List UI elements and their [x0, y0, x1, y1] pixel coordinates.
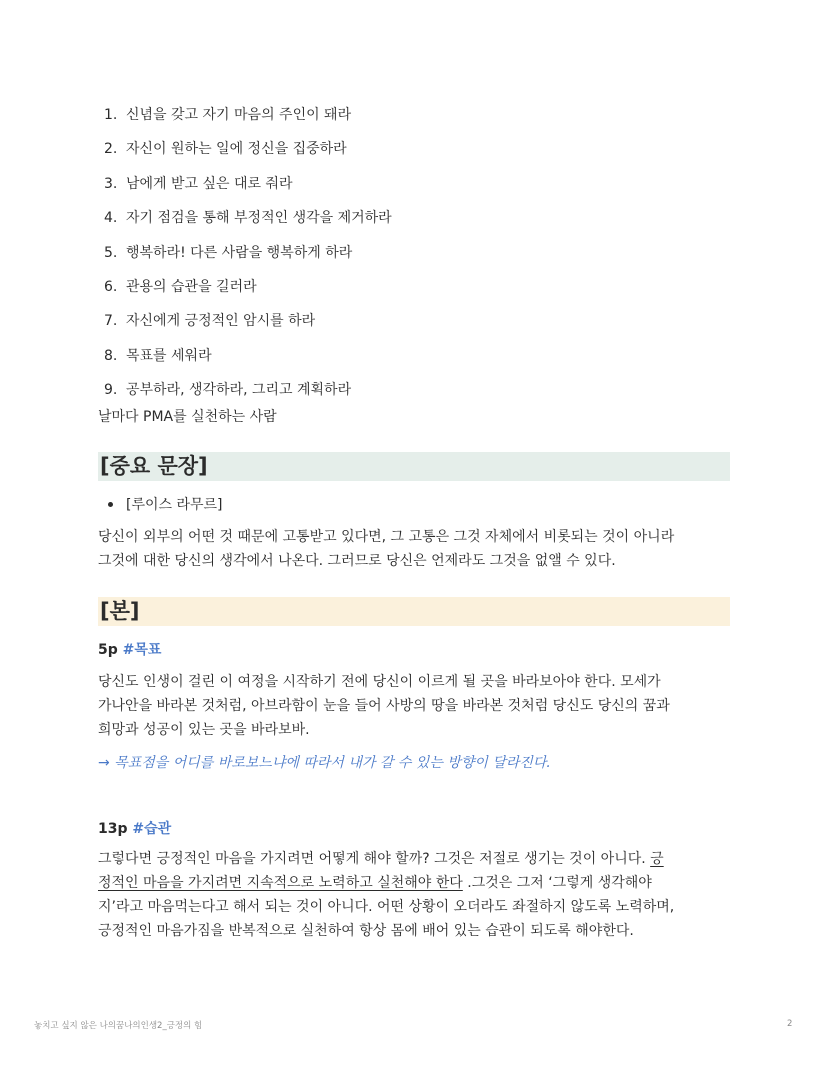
page-reference-5p: [98, 639, 161, 659]
quote-paragraph: [98, 525, 732, 573]
footer-title: 놓치고 싶지 않은 나의꿈나의인생2_긍정의 힘: [34, 1021, 203, 1031]
list-item: [104, 270, 724, 304]
list-number: 9.: [104, 382, 118, 399]
bullet-text: [루이스 라무르]: [126, 497, 223, 513]
page-reference-13p: [98, 818, 171, 838]
list-item: [104, 98, 724, 132]
list-number: 5.: [104, 244, 118, 261]
section1-note: → 목표점을 어디를 바로보느냐에 따라서 내가 갈 수 있는 방향이 달라진다.: [98, 755, 551, 771]
list-number: 3.: [104, 175, 118, 192]
paragraph-line: 희망과 성공이 있는 곳을 바라보바.: [98, 722, 310, 738]
list-text: 자기 점검을 통해 부정적인 생각을 제거하라: [126, 210, 392, 227]
list-text: 목표를 세워라: [126, 347, 212, 364]
list-item: [104, 236, 724, 270]
section2-paragraph: [98, 847, 732, 943]
underlined-text: 긍: [650, 851, 664, 867]
list-text: 신념을 갖고 자기 마음의 주인이 돼라: [126, 107, 352, 123]
footer-page-number: 2: [787, 1019, 793, 1029]
list-number: 1.: [104, 107, 118, 123]
bullet-dot-icon: [108, 502, 113, 507]
hashtag[interactable]: #목표: [122, 642, 162, 658]
list-text: 자신에게 긍정적인 암시를 하라: [126, 313, 316, 330]
list-text: 행복하라! 다른 사람을 행복하게 하라: [126, 244, 353, 261]
list-text: 관용의 습관을 길러라: [126, 278, 257, 295]
list-number: 2.: [104, 141, 118, 158]
list-item: [104, 373, 724, 407]
list-item: [104, 167, 724, 201]
paragraph-line: 가나안을 바라본 것처럼, 아브라함이 눈을 들어 사방의 땅을 바라본 것처럼 당신도 당신의 꿈과: [98, 698, 670, 714]
list-number: 7.: [104, 313, 118, 330]
paragraph-line: 그것에 대한 당신의 생각에서 나온다. 그러므로 당신은 언제라도 그것을 없앨 수 있다.: [98, 553, 616, 569]
paragraph-line: 긍정적인 마음가짐을 반복적으로 실천하여 항상 몸에 배어 있는 습관이 되도록 해야한다.: [98, 923, 634, 939]
body-heading: [본]: [98, 597, 730, 626]
paragraph-line: 당신이 외부의 어떤 것 때문에 고통받고 있다면, 그 고통은 그것 자체에서 비롯되는 것이 아니라: [98, 529, 675, 545]
page-number-label: 5p: [98, 642, 118, 658]
section1-paragraph: [98, 670, 732, 742]
list-item: [104, 339, 724, 373]
list-number: 8.: [104, 347, 118, 364]
list-item: [104, 201, 724, 235]
bullet-item: [108, 494, 223, 514]
paragraph-line: [98, 847, 732, 871]
important-sentences-heading: [중요 문장]: [98, 452, 730, 481]
paragraph-line: 당신도 인생이 걸린 이 여정을 시작하기 전에 당신이 이르게 될 곳을 바라보아야 한다. 모세가: [98, 674, 661, 690]
text-run: 그렇다면 긍정적인 마음을 가지려면 어떻게 해야 할까? 그것은 저절로 생기는 것이 아니다.: [98, 851, 651, 867]
page-number-label: 13p: [98, 821, 128, 837]
list-item: [104, 304, 724, 338]
list-item: [104, 132, 724, 166]
list-text: 남에게 받고 싶은 대로 줘라: [126, 175, 293, 192]
pma-line: 날마다 PMA를 실천하는 사람: [98, 409, 277, 425]
text-run: .그것은 그저 ‘그렇게 생각해야: [462, 875, 652, 891]
paragraph-line: 지’라고 마음먹는다고 해서 되는 것이 아니다. 어떤 상황이 오더라도 좌절하지 않도록 노력하며,: [98, 899, 675, 915]
hashtag[interactable]: #습관: [132, 821, 172, 837]
paragraph-line: [98, 871, 732, 895]
list-text: 자신이 원하는 일에 정신을 집중하라: [126, 141, 347, 158]
list-number: 4.: [104, 210, 118, 227]
principles-list: [104, 98, 724, 408]
list-number: 6.: [104, 278, 118, 295]
underlined-text: 정적인 마음을 가지려면 지속적으로 노력하고 실천해야 한다: [98, 875, 463, 891]
list-text: 공부하라, 생각하라, 그리고 계획하라: [126, 382, 352, 399]
